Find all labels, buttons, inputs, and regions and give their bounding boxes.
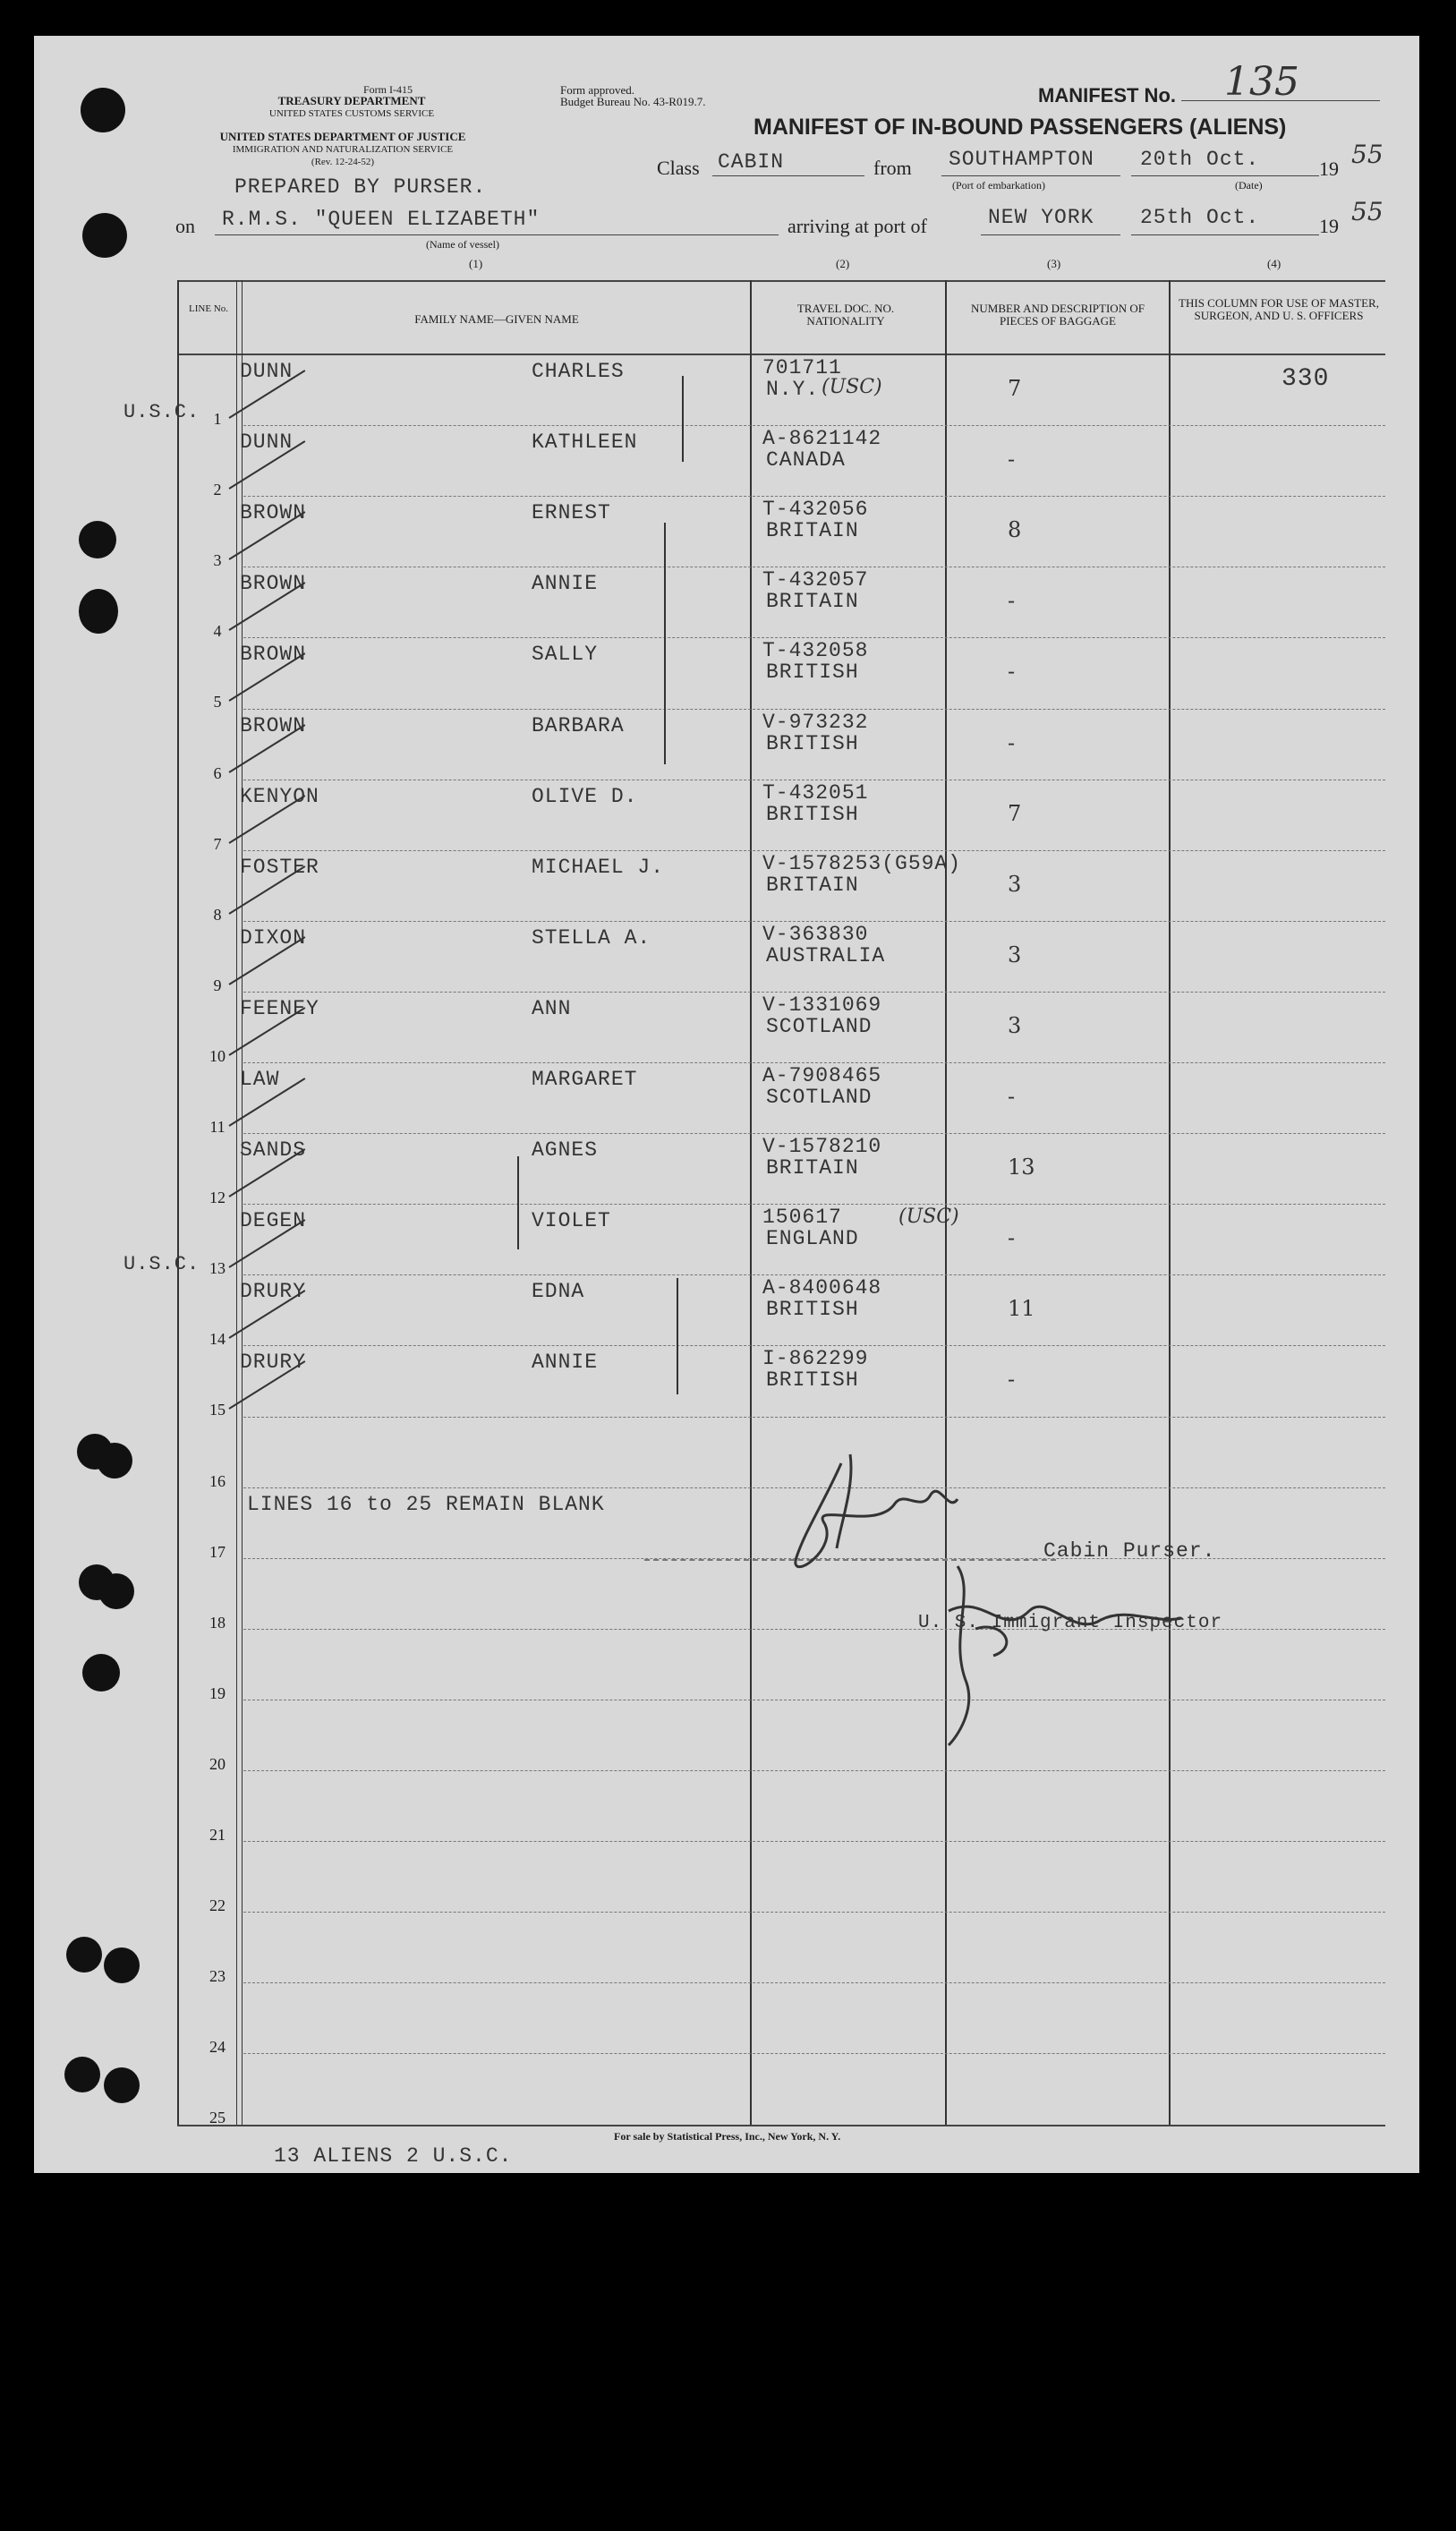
family-name: DRURY (240, 1280, 307, 1304)
usc-note: (USC) (822, 376, 882, 398)
given-name: ANN (532, 996, 572, 1020)
baggage-count: 7 (1008, 376, 1022, 401)
given-name: ERNEST (532, 501, 611, 525)
column-header-name: FAMILY NAME—GIVEN NAME (414, 312, 579, 326)
baggage-col-border (1169, 280, 1171, 2126)
travel-doc-number: V-1578253(G59A) (762, 851, 962, 875)
form-approved: Form approved. (560, 83, 635, 97)
column-number-4: (4) (1267, 257, 1281, 270)
inspector-label: U. S. Immigrant Inspector (918, 1613, 1223, 1633)
usc-mark: U.S.C. (123, 1253, 200, 1275)
baggage-count: 3 (1008, 871, 1022, 897)
travel-doc-number: T-432056 (762, 498, 869, 522)
nationality: BRITISH (766, 1368, 859, 1393)
given-name: VIOLET (532, 1209, 611, 1233)
baggage-count: 7 (1008, 800, 1022, 826)
column-number-2: (2) (836, 257, 850, 270)
vessel-name: R.M.S. "QUEEN ELIZABETH" (222, 208, 541, 231)
family-name: DUNN (240, 360, 294, 383)
punch-hole (79, 521, 116, 558)
family-bracket (664, 523, 666, 764)
travel-doc-number: 701711 (762, 356, 842, 379)
family-bracket (517, 1156, 519, 1249)
table-left-border (177, 280, 179, 2126)
arrival-port-line (981, 234, 1120, 235)
port-line (941, 175, 1120, 176)
line-col-border-b (242, 280, 243, 2126)
usc-note: (USC) (898, 1206, 959, 1229)
row-divider (243, 1841, 1385, 1842)
row-divider (243, 1274, 1385, 1275)
line-number: 10 (209, 1046, 226, 1065)
printer-credit: For sale by Statistical Press, Inc., New York, N. Y. (614, 2130, 841, 2143)
family-name: BROWN (240, 643, 307, 667)
column-header-baggage: NUMBER AND DESCRIPTION OF PIECES OF BAGGAGE (971, 302, 1145, 328)
port-caption: (Port of embarkation) (952, 179, 1045, 192)
row-divider (243, 1417, 1385, 1418)
manifest-number: 135 (1224, 59, 1299, 105)
baggage-count: - (1008, 1084, 1016, 1109)
column-header-officers: THIS COLUMN FOR USE OF MASTER, SURGEON, AND U. S. OFFICERS (1179, 296, 1379, 322)
line-number: 15 (209, 1401, 226, 1419)
travel-doc-number: T-432057 (762, 568, 869, 592)
prepared-by: PREPARED BY PURSER. (234, 175, 487, 199)
line-number: 9 (213, 976, 222, 994)
travel-doc-number: A-8400648 (762, 1276, 882, 1300)
given-name: ANNIE (532, 1351, 599, 1375)
line-number: 24 (209, 2038, 226, 2057)
punch-hole (82, 1654, 120, 1692)
line-number: 23 (209, 1967, 226, 1986)
column-number-1: (1) (469, 257, 483, 270)
line-number: 11 (209, 1118, 226, 1136)
manifest-number-label: MANIFEST No. (1038, 84, 1176, 107)
column-header-travel: TRAVEL DOC. NO. NATIONALITY (796, 302, 895, 328)
nationality: AUSTRALIA (766, 943, 886, 967)
arrival-year-prefix: 19 (1319, 215, 1339, 237)
arriving-label: arriving at port of (788, 215, 927, 237)
table-bottom-border (177, 2125, 1385, 2126)
row-divider (243, 1062, 1385, 1063)
row-divider (243, 496, 1385, 497)
manifest-title: MANIFEST OF IN-BOUND PASSENGERS (ALIENS) (754, 115, 1287, 140)
nationality: CANADA (766, 448, 846, 473)
blank-lines-note: LINES 16 to 25 REMAIN BLANK (247, 1493, 605, 1516)
family-bracket (677, 1278, 678, 1394)
given-name: SALLY (532, 643, 599, 667)
port-of-embarkation: SOUTHAMPTON (949, 148, 1094, 171)
family-name: KENYON (240, 784, 319, 808)
family-name: BROWN (240, 501, 307, 525)
travel-doc-number: V-1331069 (762, 993, 882, 1017)
nationality: ENGLAND (766, 1227, 859, 1251)
nationality: BRITISH (766, 802, 859, 826)
departure-year: 55 (1351, 140, 1384, 169)
travel-doc-number: 150617 (762, 1206, 842, 1230)
line-number: 1 (213, 410, 222, 428)
from-label: from (873, 157, 912, 179)
given-name: CHARLES (532, 360, 625, 383)
punch-hole (64, 2057, 100, 2092)
row-divider (243, 2053, 1385, 2054)
row-divider (243, 921, 1385, 922)
family-name: FEENEY (240, 996, 319, 1020)
family-name: FOSTER (240, 855, 319, 879)
punch-hole (97, 1443, 132, 1479)
row-divider (243, 425, 1385, 426)
treasury-department: TREASURY DEPARTMENT (277, 94, 426, 107)
manifest-number-line (1181, 100, 1380, 101)
line-number: 4 (213, 622, 222, 641)
row-divider (243, 709, 1385, 710)
given-name: OLIVE D. (532, 784, 638, 808)
row-divider (243, 637, 1385, 638)
revision-date: (Rev. 12-24-52) (311, 157, 375, 167)
immigration-service: IMMIGRATION AND NATURALIZATION SERVICE (232, 144, 454, 155)
punch-hole (79, 589, 118, 634)
nationality: BRITAIN (766, 873, 859, 897)
department-of-justice: UNITED STATES DEPARTMENT OF JUSTICE (219, 130, 466, 143)
punch-hole (81, 88, 125, 132)
budget-bureau: Budget Bureau No. 43-R019.7. (560, 95, 706, 108)
departure-date-line (1131, 175, 1319, 176)
given-name: STELLA A. (532, 925, 651, 950)
departure-year-prefix: 19 (1319, 158, 1339, 180)
line-number: 20 (209, 1754, 226, 1773)
travel-doc-number: T-432051 (762, 780, 869, 805)
vessel-line (215, 234, 779, 235)
nationality: SCOTLAND (766, 1086, 873, 1109)
line-number: 19 (209, 1683, 226, 1702)
name-col-border (750, 280, 752, 2126)
travel-doc-number: T-432058 (762, 639, 869, 663)
footer-summary: 13 ALIENS 2 U.S.C. (274, 2144, 513, 2168)
travel-doc-number: V-973232 (762, 710, 869, 734)
baggage-count: 3 (1008, 942, 1022, 967)
family-name: BROWN (240, 713, 307, 737)
given-name: MICHAEL J. (532, 855, 665, 879)
baggage-count: 8 (1008, 517, 1022, 543)
given-name: BARBARA (532, 713, 625, 737)
on-label: on (175, 215, 195, 237)
given-name: KATHLEEN (532, 430, 638, 455)
purser-label: Cabin Purser. (1043, 1539, 1216, 1563)
usc-mark: U.S.C. (123, 401, 200, 423)
row-divider (243, 992, 1385, 993)
row-divider (243, 850, 1385, 851)
baggage-count: - (1008, 588, 1016, 614)
given-name: EDNA (532, 1280, 585, 1304)
row-divider (243, 1345, 1385, 1346)
family-name: DRURY (240, 1351, 307, 1375)
baggage-count: - (1008, 1225, 1016, 1251)
nationality: BRITISH (766, 660, 859, 685)
travel-doc-number: V-1578210 (762, 1135, 882, 1159)
class-value: CABIN (718, 150, 785, 174)
line-number: 14 (209, 1330, 226, 1349)
header-bottom-border (177, 354, 1385, 355)
departure-date: 20th Oct. (1140, 148, 1260, 171)
officer-note: 330 (1281, 365, 1330, 393)
baggage-count: 13 (1008, 1155, 1035, 1180)
baggage-count: - (1008, 447, 1016, 473)
line-number: 21 (209, 1826, 226, 1844)
baggage-count: - (1008, 1367, 1016, 1393)
travel-col-border (945, 280, 947, 2126)
travel-doc-number: V-363830 (762, 922, 869, 946)
travel-doc-number: A-8621142 (762, 427, 882, 451)
line-number: 16 (209, 1471, 226, 1490)
given-name: ANNIE (532, 572, 599, 596)
family-name: BROWN (240, 572, 307, 596)
table-top-border (177, 280, 1385, 282)
arrival-port: NEW YORK (988, 206, 1094, 229)
line-number: 8 (213, 905, 222, 924)
line-number: 22 (209, 1896, 226, 1915)
inspector-signature (922, 1557, 1208, 1754)
family-name: DEGEN (240, 1209, 307, 1233)
nationality: SCOTLAND (766, 1014, 873, 1038)
vessel-caption: (Name of vessel) (426, 238, 499, 251)
date-caption: (Date) (1235, 179, 1263, 192)
punch-hole (66, 1937, 102, 1973)
given-name: AGNES (532, 1138, 599, 1163)
baggage-count: - (1008, 729, 1016, 755)
line-number: 25 (209, 2109, 226, 2127)
line-number: 18 (209, 1613, 226, 1632)
line-number: 13 (209, 1259, 226, 1278)
family-bracket (682, 376, 684, 462)
column-header-line: LINE No. (189, 303, 228, 314)
family-name: LAW (240, 1068, 280, 1091)
line-number: 3 (213, 551, 222, 570)
travel-doc-number: A-7908465 (762, 1064, 882, 1087)
class-line (712, 175, 864, 176)
form-number: Form I-415 (363, 83, 413, 96)
family-name: DIXON (240, 925, 307, 950)
baggage-count: 11 (1008, 1296, 1035, 1322)
line-number: 12 (209, 1189, 226, 1207)
column-number-3: (3) (1047, 257, 1061, 270)
nationality: BRITISH (766, 731, 859, 755)
row-divider (243, 1770, 1385, 1771)
arrival-date: 25th Oct. (1140, 206, 1260, 229)
row-divider (243, 1912, 1385, 1913)
family-name: SANDS (240, 1138, 307, 1163)
nationality: BRITAIN (766, 1156, 859, 1180)
punch-hole (104, 2067, 140, 2103)
row-divider (243, 1982, 1385, 1983)
baggage-count: - (1008, 659, 1016, 685)
nationality: BRITISH (766, 1298, 859, 1322)
line-number: 5 (213, 693, 222, 712)
line-number: 17 (209, 1542, 226, 1561)
punch-hole (104, 1947, 140, 1983)
punch-hole (98, 1573, 134, 1609)
line-number: 6 (213, 763, 222, 782)
baggage-count: 3 (1008, 1012, 1022, 1038)
line-number: 7 (213, 834, 222, 853)
nationality: BRITAIN (766, 519, 859, 543)
arrival-date-line (1131, 234, 1319, 235)
family-name: DUNN (240, 430, 294, 455)
travel-doc-number: I-862299 (762, 1347, 869, 1371)
class-label: Class (657, 157, 700, 179)
line-number: 2 (213, 481, 222, 499)
row-divider (243, 1133, 1385, 1134)
row-divider (243, 1204, 1385, 1205)
customs-service: UNITED STATES CUSTOMS SERVICE (268, 108, 435, 119)
nationality: BRITAIN (766, 590, 859, 614)
punch-hole (82, 213, 127, 258)
given-name: MARGARET (532, 1068, 638, 1091)
nationality: N.Y. (766, 378, 820, 401)
arrival-year: 55 (1351, 197, 1384, 226)
